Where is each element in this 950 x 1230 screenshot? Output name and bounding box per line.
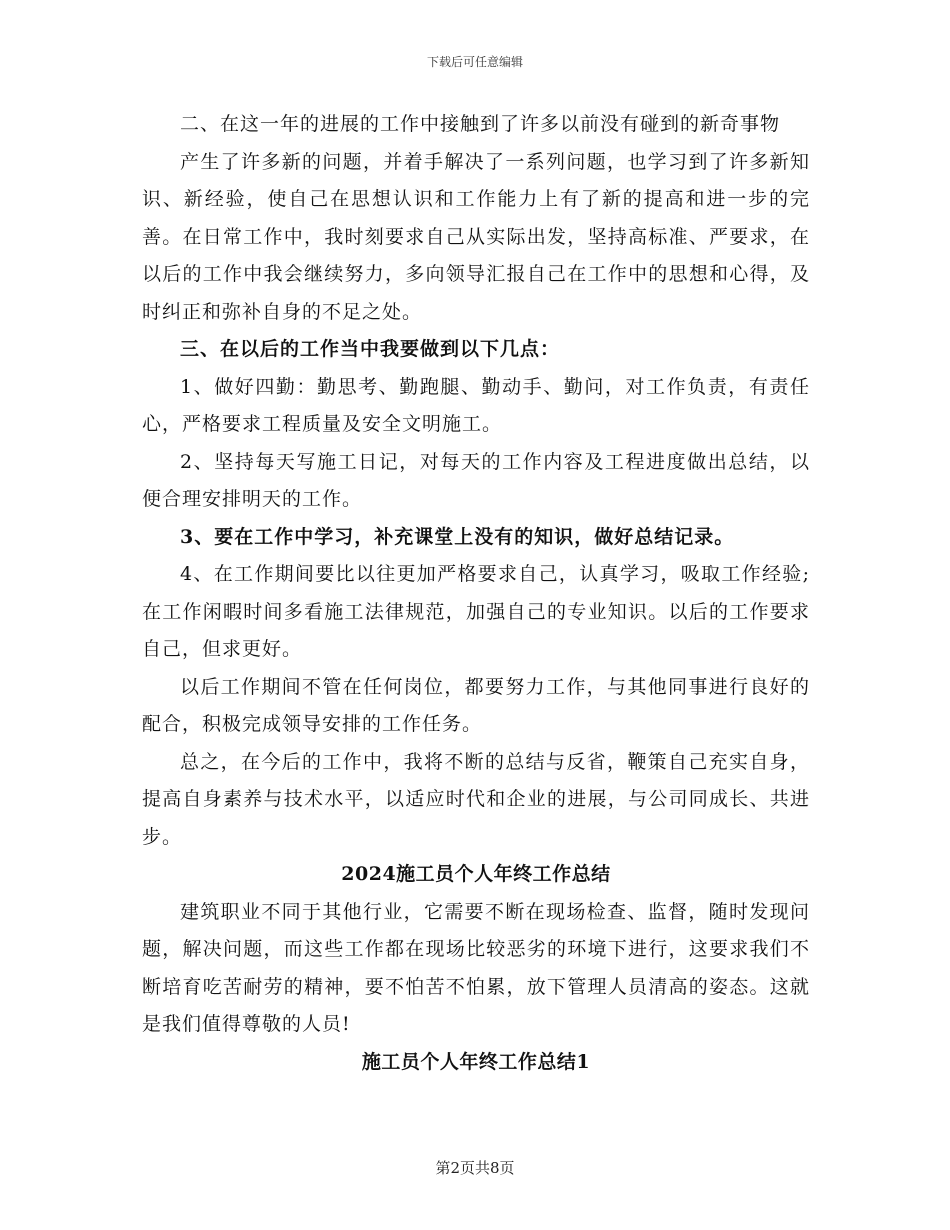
paragraph-item-2: 2、坚持每天写施工日记，对每天的工作内容及工程进度做出总结，以便合理安排明天的工作。 bbox=[142, 450, 810, 510]
paragraph-section-three-title: 三、在以后的工作当中我要做到以下几点： bbox=[180, 338, 561, 360]
section-heading-summary-1: 施工员个人年终工作总结1 bbox=[361, 1050, 591, 1073]
page-number: 第2页共8页 bbox=[435, 1159, 515, 1177]
section-heading-2024-summary: 2024施工员个人年终工作总结 bbox=[341, 863, 611, 885]
paragraph-item-4: 4、在工作期间要比以往更加严格要求自己，认真学习，吸取工作经验;在工作闲暇时间多看施工法律规范，加强自己的专业知识。以后的工作要求自己，但求更好。 bbox=[142, 563, 810, 660]
paragraph-conclusion: 总之，在今后的工作中，我将不断的总结与反省，鞭策自己充实自身，提高自身素养与技术水平，以适应时代和企业的进展，与公司同成长、共进步。 bbox=[142, 750, 810, 848]
paragraph-item-1: 1、做好四勤：勤思考、勤跑腿、勤动手、勤问，对工作负责，有责任心，严格要求工程质量及安全文明施工。 bbox=[142, 375, 810, 435]
paragraph-section-two-title: 二、在这一年的进展的工作中接触到了许多以前没有碰到的新奇事物 bbox=[180, 113, 781, 135]
paragraph-construction-profession: 建筑职业不同于其他行业，它需要不断在现场检查、监督，随时发现问题，解决问题，而这些工作都在现场比较恶劣的环境下进行，这要求我们不断培育吃苦耐劳的精神，要不怕苦不怕累，放下管理人员清高的姿态。这就是我们值得尊敬的人员! bbox=[142, 900, 810, 1035]
paragraph-future-work: 以后工作期间不管在任何岗位，都要努力工作，与其他同事进行良好的配合，积极完成领导安排的工作任务。 bbox=[142, 675, 810, 735]
page-header: 下载后可任意编辑 bbox=[426, 55, 523, 69]
document-body bbox=[142, 106, 810, 1081]
paragraph-item-3: 3、要在工作中学习，补充课堂上没有的知识，做好总结记录。 bbox=[180, 525, 735, 548]
paragraph-new-problems: 产生了许多新的问题，并着手解决了一系列问题，也学习到了许多新知识、新经验，使自己在思想认识和工作能力上有了新的提高和进一步的完善。在日常工作中，我时刻要求自己从实际出发，坚持高标准、严要求，在以后的工作中我会继续努力，多向领导汇报自己在工作中的思想和心得，及时纠正和弥补自身的不足之处。 bbox=[142, 150, 810, 323]
